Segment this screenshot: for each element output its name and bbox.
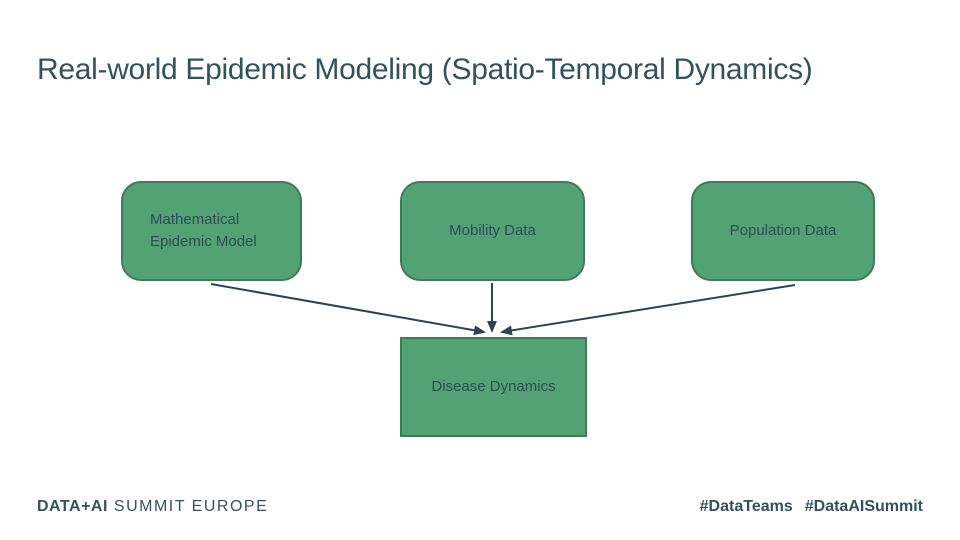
- footer-hashtags: [700, 498, 923, 516]
- brand-data-ai: DATA+AI: [37, 498, 108, 515]
- node-label: Mobility Data: [449, 222, 536, 239]
- node-mathematical-epidemic-model: [121, 181, 302, 281]
- node-disease-dynamics: [400, 337, 587, 437]
- arrow-population-to-disease: [502, 285, 795, 332]
- node-label: Mathematical Epidemic Model: [150, 211, 257, 250]
- node-label: Population Data: [729, 222, 837, 239]
- arrow-mathematical-to-disease: [211, 284, 484, 332]
- brand-summit-europe: SUMMIT EUROPE: [113, 498, 269, 515]
- node-population-data: [691, 181, 875, 281]
- footer-brand-logo: [37, 498, 268, 516]
- node-mobility-data: [400, 181, 585, 281]
- slide-title: Real-world Epidemic Modeling (Spatio-Temporal Dynamics): [37, 53, 813, 86]
- hashtag-datateams: #DataTeams: [699, 498, 793, 515]
- hashtag-dataaisummit: #DataAISummit: [804, 498, 923, 515]
- node-label: Disease Dynamics: [431, 378, 556, 395]
